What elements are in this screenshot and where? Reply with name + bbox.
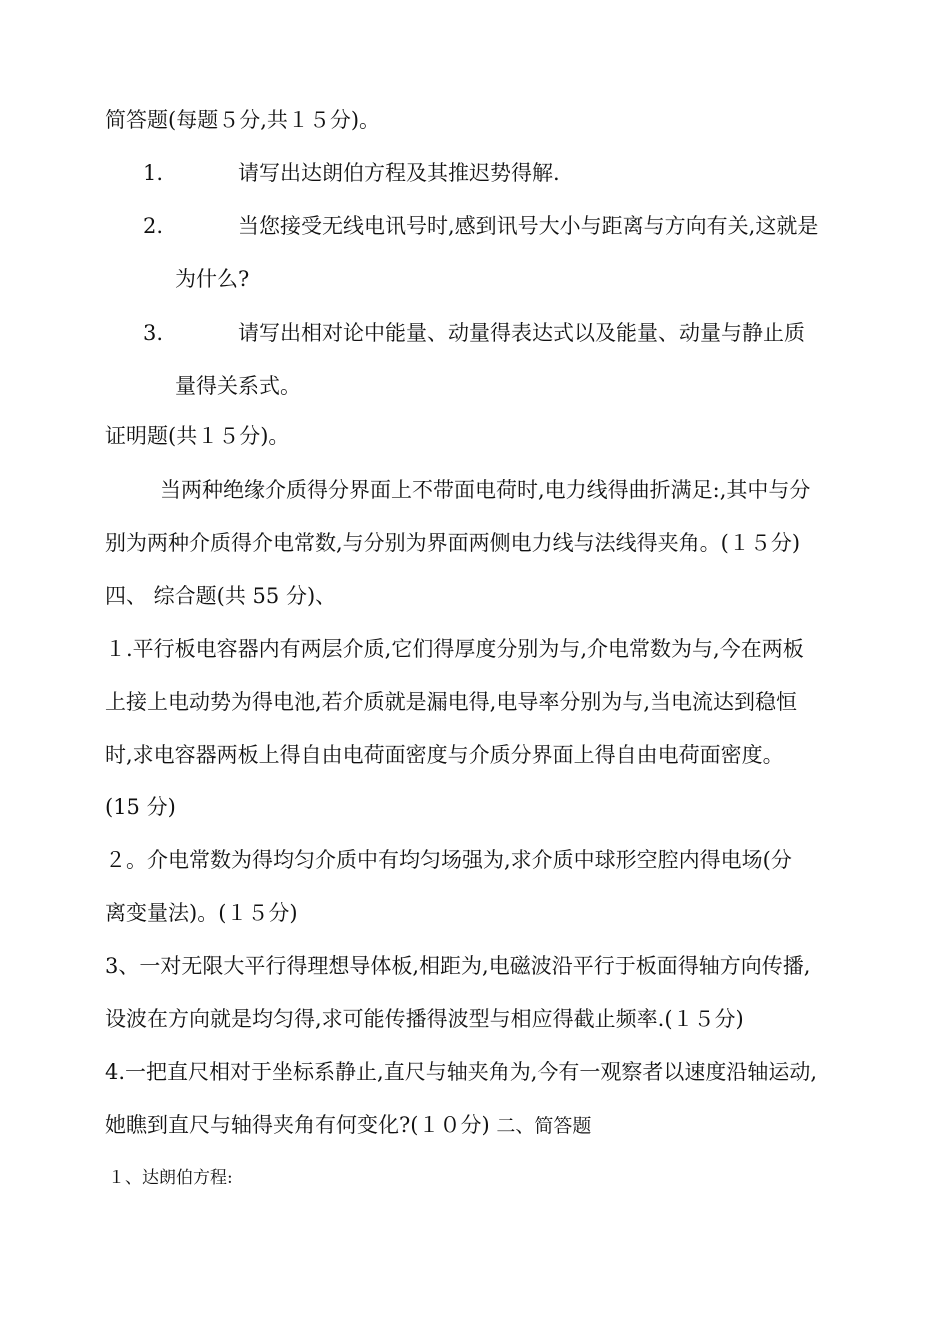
item-text-2-line1: 当您接受无线电讯号时,感到讯号大小与距离与方向有关,这就是 xyxy=(238,214,819,238)
q4-line2-main: 她瞧到直尺与轴得夹角有何变化?(１０分) xyxy=(105,1113,490,1137)
q1-line1: １.平行板电容器内有两层介质,它们得厚度分别为与,介电常数为与,今在两板 xyxy=(105,637,804,661)
q1-line3: 时,求电容器两板上得自由电荷面密度与介质分界面上得自由电荷面密度。 xyxy=(105,743,784,767)
q4-line2 xyxy=(105,1111,591,1140)
item-text-3-line2: 量得关系式。 xyxy=(175,374,301,398)
answer-line1: １、达朗伯方程: xyxy=(108,1168,233,1188)
q4-line2-tail: 二、简答题 xyxy=(496,1115,592,1137)
proof-heading: 证明题(共１５分)。 xyxy=(105,424,290,448)
item-text-2-line2: 为什么? xyxy=(175,267,250,291)
q1-line4: (15 分) xyxy=(105,795,176,819)
q1-line2: 上接上电动势为得电池,若介质就是漏电得,电导率分别为与,当电流达到稳恒 xyxy=(105,690,798,714)
item-text-1: 请写出达朗伯方程及其推迟势得解. xyxy=(238,161,560,185)
q3-line1: 3、一对无限大平行得理想导体板,相距为,电磁波沿平行于板面得轴方向传播, xyxy=(105,954,811,978)
item-number-3: 3. xyxy=(143,321,164,345)
q2-line2: 离变量法)。(１５分) xyxy=(105,901,298,925)
proof-text-line2: 别为两种介质得介电常数,与分别为界面两侧电力线与法线得夹角。(１５分) xyxy=(105,531,801,555)
item-number-2: 2. xyxy=(143,214,164,238)
comprehensive-heading: 四、 综合题(共 55 分)、 xyxy=(105,584,337,608)
short-answer-heading: 简答题(每题５分,共１５分)。 xyxy=(105,108,381,132)
q2-line1: ２。介电常数为得均匀介质中有均匀场强为,求介质中球形空腔内得电场(分 xyxy=(105,848,792,872)
item-number-1: 1. xyxy=(143,161,164,185)
q4-line1: 4.一把直尺相对于坐标系静止,直尺与轴夹角为,今有一观察者以速度沿轴运动, xyxy=(105,1060,818,1084)
proof-text-line1: 当两种绝缘介质得分界面上不带面电荷时,电力线得曲折满足:,其中与分 xyxy=(160,478,811,502)
q3-line2: 设波在方向就是均匀得,求可能传播得波型与相应得截止频率.(１５分) xyxy=(105,1007,744,1031)
item-text-3-line1: 请写出相对论中能量、动量得表达式以及能量、动量与静止质 xyxy=(238,321,805,345)
